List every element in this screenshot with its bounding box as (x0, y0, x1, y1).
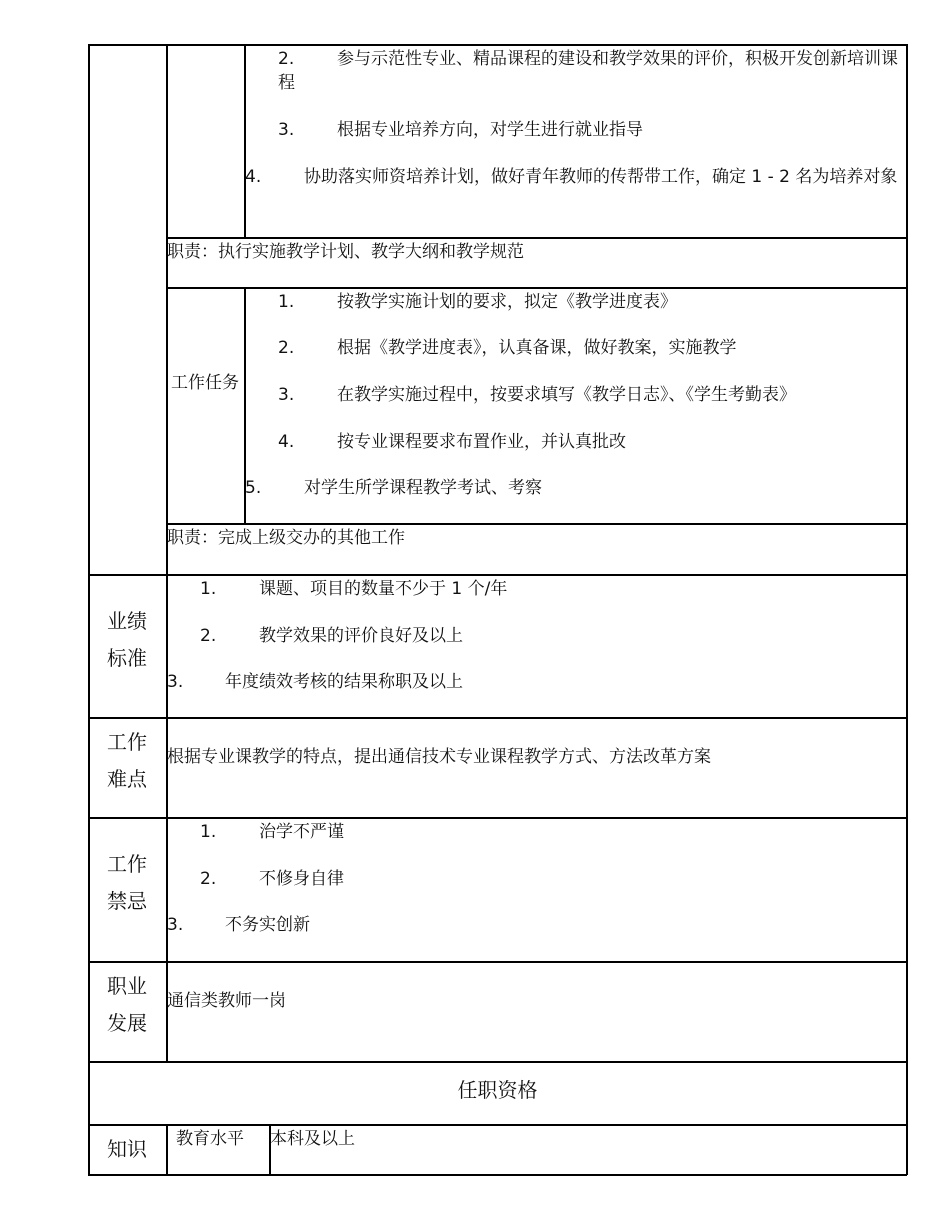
difficulty-label: 工作难点 (107, 730, 147, 791)
list-item (200, 820, 344, 844)
list-item (278, 47, 900, 95)
item-number: 4. (278, 432, 295, 452)
education-level-value: 本科及以上 (270, 1129, 355, 1149)
item-text: 不修身自律 (259, 869, 344, 889)
item-text: 教学效果的评价良好及以上 (259, 626, 463, 646)
list-item (200, 867, 344, 891)
table-line (88, 574, 907, 576)
item-text: 对学生所学课程教学考试、考察 (304, 478, 542, 498)
list-item (167, 670, 463, 694)
list-item (245, 476, 542, 500)
item-number: 1. (200, 822, 217, 842)
item-text: 年度绩效考核的结果称职及以上 (225, 672, 463, 692)
list-item (245, 165, 902, 189)
table-line (88, 1061, 907, 1063)
item-number: 3. (278, 120, 295, 140)
item-text: 根据《教学进度表》，认真备课，做好教案，实施教学 (337, 338, 737, 358)
table-line (166, 237, 907, 239)
list-item (278, 383, 796, 407)
list-item (278, 336, 737, 360)
item-text: 参与示范性专业、精品课程的建设和教学效果的评价，积极开发创新培训课程 (278, 49, 898, 93)
item-number: 2. (200, 626, 217, 646)
knowledge-label: 知识 (107, 1137, 147, 1161)
career-label: 职业发展 (107, 974, 147, 1035)
qualification-title: 任职资格 (457, 1078, 538, 1102)
item-text: 不务实创新 (225, 915, 310, 935)
list-item (278, 430, 626, 454)
duty-text: 职责：完成上级交办的其他工作 (167, 528, 405, 548)
table-line (166, 287, 907, 289)
table-line (166, 523, 907, 525)
table-border-top (88, 44, 907, 46)
list-item (200, 577, 507, 601)
table-line (244, 44, 246, 238)
education-level-label: 教育水平 (176, 1129, 244, 1149)
list-item (278, 118, 643, 142)
list-item (200, 624, 463, 648)
item-number: 2. (200, 869, 217, 889)
item-text: 按专业课程要求布置作业，并认真批改 (337, 432, 626, 452)
item-number: 3. (167, 672, 184, 692)
item-number: 3. (278, 385, 295, 405)
item-text: 课题、项目的数量不少于 1 个/年 (259, 579, 508, 599)
table-border-bottom (88, 1174, 907, 1176)
item-number: 2. (278, 338, 295, 358)
list-item (278, 290, 677, 314)
table-line (88, 817, 907, 819)
item-number: 1. (278, 292, 295, 312)
item-text: 根据专业培养方向，对学生进行就业指导 (337, 120, 643, 140)
table-line (88, 717, 907, 719)
item-text: 协助落实师资培养计划，做好青年教师的传帮带工作，确定 1 - 2 名为培养对象 (304, 167, 898, 187)
item-text: 治学不严谨 (259, 822, 344, 842)
career-text: 通信类教师一岗 (167, 991, 286, 1011)
table-border-right (906, 44, 908, 1175)
taboo-label: 工作禁忌 (107, 852, 147, 913)
duty-text: 职责：执行实施教学计划、教学大纲和教学规范 (167, 242, 524, 262)
item-text: 按教学实施计划的要求，拟定《教学进度表》 (337, 292, 677, 312)
performance-label: 业绩标准 (107, 609, 147, 670)
item-number: 3. (167, 915, 184, 935)
list-item (167, 913, 310, 937)
item-text: 在教学实施过程中，按要求填写《教学日志》、《学生考勤表》 (337, 385, 796, 405)
table-line (166, 1124, 168, 1175)
difficulty-text: 根据专业课教学的特点，提出通信技术专业课程教学方式、方法改革方案 (167, 747, 711, 767)
table-line (166, 44, 168, 1062)
item-number: 2. (278, 49, 295, 69)
table-line (88, 961, 907, 963)
item-number: 1. (200, 579, 217, 599)
item-number: 4. (245, 167, 262, 187)
table-line (88, 1124, 907, 1126)
work-task-label: 工作任务 (171, 373, 239, 393)
table-border-left (88, 44, 90, 1175)
item-number: 5. (245, 478, 262, 498)
